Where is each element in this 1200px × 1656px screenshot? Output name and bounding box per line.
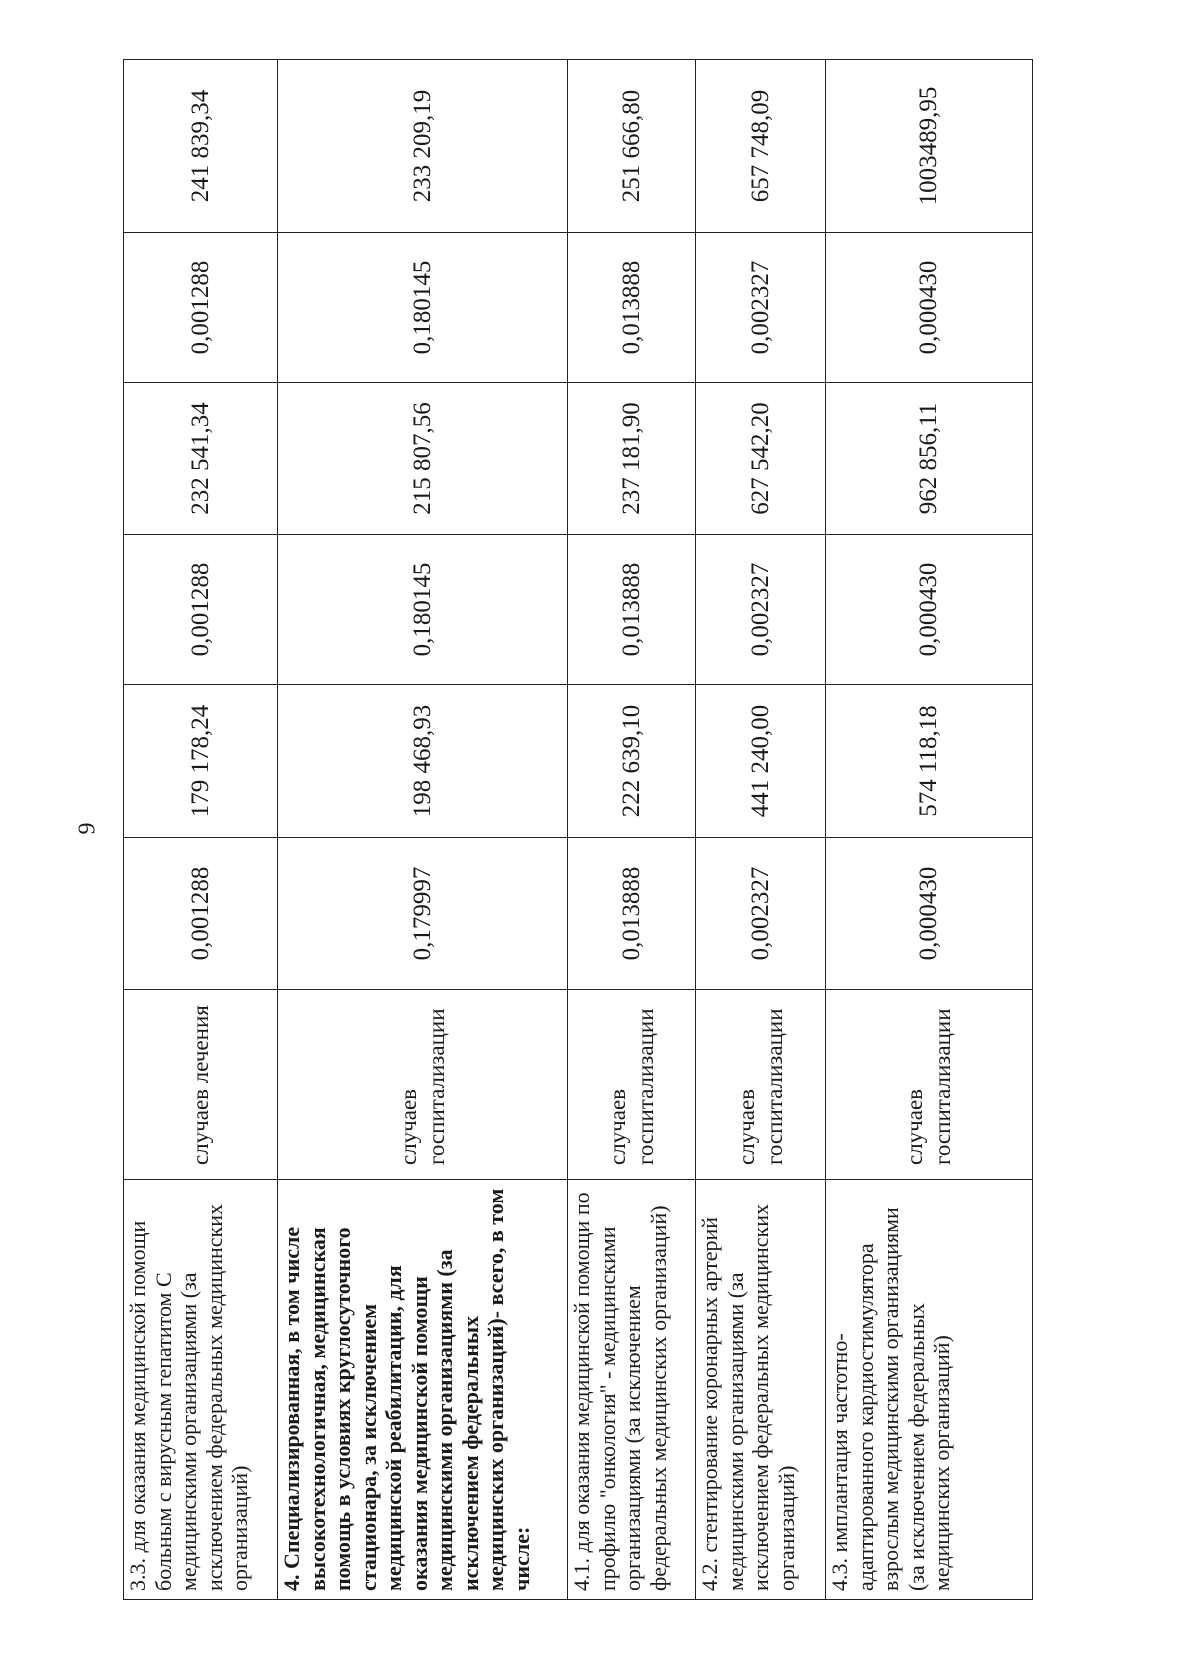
cost-norm-year-1: 179 178,24 <box>124 685 278 838</box>
cost-norm-year-3: 233 209,19 <box>278 60 568 233</box>
cost-norm-year-3: 1003489,95 <box>826 60 1033 233</box>
cost-norm-year-1: 574 118,18 <box>826 685 1033 838</box>
volume-norm-year-3: 0,180145 <box>278 233 568 383</box>
cost-norm-year-2: 215 807,56 <box>278 383 568 535</box>
cost-norm-year-1: 198 468,93 <box>278 685 568 838</box>
row-label: 4.1. для оказания медицинской помощи по профилю "онкология" - медицинскими организациями (за исключением федеральных медицинских организаций) <box>568 1180 696 1600</box>
volume-norm-year-1: 0,002327 <box>696 838 826 990</box>
cost-norm-year-3: 241 839,34 <box>124 60 278 233</box>
table-row <box>568 60 696 1600</box>
row-unit: случаев лечения <box>124 990 278 1180</box>
cost-norm-year-2: 627 542,20 <box>696 383 826 535</box>
table-row <box>124 60 278 1600</box>
page-number: 9 <box>74 822 101 835</box>
row-unit: случаев госпитализации <box>696 990 826 1180</box>
row-label: 4.3. имплантация частотно-адаптированного кардиостимулятора взрослым медицинскими организациями (за исключением федеральных медицинских организаций) <box>826 1180 1033 1600</box>
cost-norm-year-2: 962 856,11 <box>826 383 1033 535</box>
table-row <box>696 60 826 1600</box>
cost-norm-year-2: 232 541,34 <box>124 383 278 535</box>
volume-norm-year-2: 0,002327 <box>696 535 826 685</box>
volume-norm-year-2: 0,001288 <box>124 535 278 685</box>
volume-norm-year-3: 0,000430 <box>826 233 1033 383</box>
volume-norm-year-1: 0,001288 <box>124 838 278 990</box>
row-label: 4.2. стентирование коронарных артерий медицинскими организациями (за исключением федеральных медицинских организаций) <box>696 1180 826 1600</box>
volume-norm-year-1: 0,179997 <box>278 838 568 990</box>
volume-norm-year-3: 0,002327 <box>696 233 826 383</box>
row-unit: случаев госпитализации <box>568 990 696 1180</box>
rotated-table-container <box>123 60 1032 1600</box>
volume-norm-year-3: 0,013888 <box>568 233 696 383</box>
financing-norms-table <box>123 59 1033 1600</box>
volume-norm-year-1: 0,000430 <box>826 838 1033 990</box>
row-label: 3.3. для оказания медицинской помощи больным с вирусным гепатитом С медицинскими организациями (за исключением федеральных медицинских организаций) <box>124 1180 278 1600</box>
cost-norm-year-3: 657 748,09 <box>696 60 826 233</box>
volume-norm-year-2: 0,000430 <box>826 535 1033 685</box>
volume-norm-year-2: 0,013888 <box>568 535 696 685</box>
row-label: 4. Специализированная, в том числе высокотехнологичная, медицинская помощь в условиях круглосуточного стационара, за исключением медицинской реабилитации, для оказания медицинской помощи медицинскими организациями (за исключением федеральных медицинских организаций)- всего, в том числе: <box>278 1180 568 1600</box>
cost-norm-year-1: 441 240,00 <box>696 685 826 838</box>
cost-norm-year-2: 237 181,90 <box>568 383 696 535</box>
table-row <box>278 60 568 1600</box>
volume-norm-year-3: 0,001288 <box>124 233 278 383</box>
table-row <box>826 60 1033 1600</box>
row-unit: случаев госпитализации <box>826 990 1033 1180</box>
row-unit: случаев госпитализации <box>278 990 568 1180</box>
cost-norm-year-1: 222 639,10 <box>568 685 696 838</box>
cost-norm-year-3: 251 666,80 <box>568 60 696 233</box>
volume-norm-year-1: 0,013888 <box>568 838 696 990</box>
volume-norm-year-2: 0,180145 <box>278 535 568 685</box>
